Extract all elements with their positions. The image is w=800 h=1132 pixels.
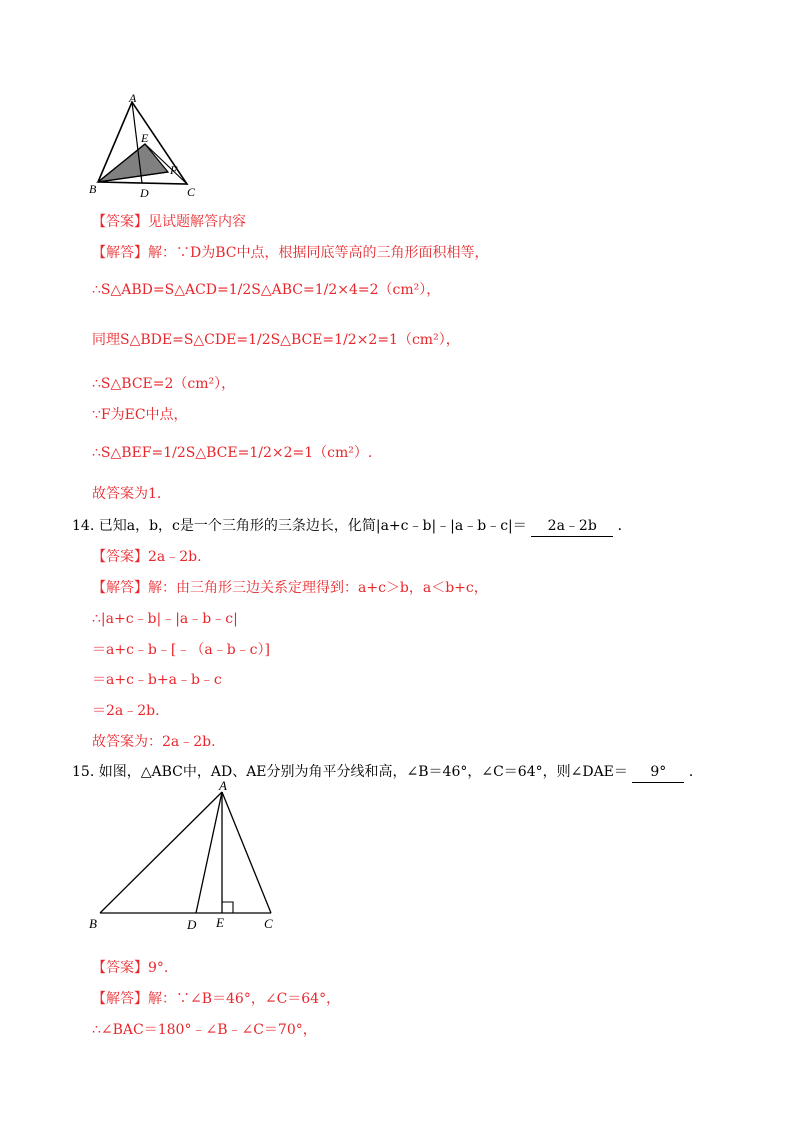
label-c: C bbox=[187, 185, 196, 199]
q13-sol-4: ∴S△BCE=2（cm²）， bbox=[92, 376, 236, 392]
q15-number: 15. bbox=[72, 764, 95, 780]
label-a: A bbox=[129, 92, 137, 105]
q14-answer-blank: 2a﹣2b bbox=[531, 516, 613, 537]
label-c: C bbox=[264, 916, 273, 931]
q13-answer: 【答案】见试题解答内容 bbox=[92, 214, 246, 230]
label-b: B bbox=[89, 182, 97, 196]
side-ab bbox=[100, 792, 222, 913]
bisector-ad bbox=[196, 792, 222, 913]
q15-answer-blank: 9° bbox=[632, 762, 684, 783]
label-d: D bbox=[140, 186, 149, 200]
label-a: A bbox=[219, 778, 227, 793]
q14-sol-3: ＝a+c﹣b﹣[﹣（a﹣b﹣c）] bbox=[92, 642, 270, 658]
label-e: E bbox=[216, 915, 224, 930]
q14-sol-5: ＝2a﹣2b. bbox=[92, 703, 160, 719]
q14-sol-4: ＝a+c﹣b+a﹣b﹣c bbox=[92, 672, 222, 688]
right-angle-mark bbox=[222, 902, 233, 913]
side-ac bbox=[222, 792, 271, 913]
label-e: E bbox=[141, 131, 149, 145]
label-f: F bbox=[170, 163, 178, 177]
triangle-figure-1 bbox=[86, 92, 206, 204]
shaded-triangle-bef bbox=[98, 144, 168, 182]
q14-sol-2: ∴|a+c﹣b|﹣|a﹣b﹣c| bbox=[92, 611, 238, 627]
q14-question: 已知a，b，c是一个三角形的三条边长，化简|a+c﹣b|﹣|a﹣b﹣c|＝ bbox=[98, 518, 527, 534]
q15-answer: 【答案】9°. bbox=[92, 960, 169, 976]
triangle-figure-2 bbox=[86, 778, 286, 934]
q13-sol-6: ∴S△BEF=1/2S△BCE=1/2×2=1（cm²）. bbox=[92, 445, 373, 461]
q14-answer: 【答案】2a﹣2b. bbox=[92, 549, 202, 565]
q15-question-end: ． bbox=[688, 764, 703, 780]
q13-sol-5: ∵F为EC中点， bbox=[92, 407, 188, 423]
q14-sol-1: 【解答】解：由三角形三边关系定理得到：a+c＞b，a＜b+c， bbox=[92, 580, 488, 596]
q13-sol-7: 故答案为1. bbox=[92, 486, 162, 502]
q15-question: 如图，△ABC中，AD、AE分别为角平分线和高，∠B＝46°，∠C＝64°，则∠DAE＝ bbox=[98, 764, 628, 780]
label-d: D bbox=[187, 917, 197, 932]
q13-sol-3: 同理S△BDE=S△CDE=1/2S△BCE=1/2×2=1（cm²）， bbox=[92, 332, 460, 348]
q14-question-end: ． bbox=[617, 518, 632, 534]
q15-sol-2: ∴∠BAC＝180°﹣∠B﹣∠C＝70°， bbox=[92, 1022, 317, 1038]
q15-sol-1: 【解答】解：∵∠B＝46°，∠C＝64°， bbox=[92, 991, 341, 1007]
q14-number: 14. bbox=[72, 518, 95, 534]
q13-sol-1: 【解答】解：∵D为BC中点，根据同底等高的三角形面积相等， bbox=[92, 245, 489, 261]
q14-question-line bbox=[72, 516, 632, 537]
label-b: B bbox=[89, 916, 97, 931]
q13-sol-2: ∴S△ABD=S△ACD=1/2S△ABC=1/2×4=2（cm²）， bbox=[92, 282, 441, 298]
q14-sol-6: 故答案为：2a﹣2b. bbox=[92, 734, 216, 750]
